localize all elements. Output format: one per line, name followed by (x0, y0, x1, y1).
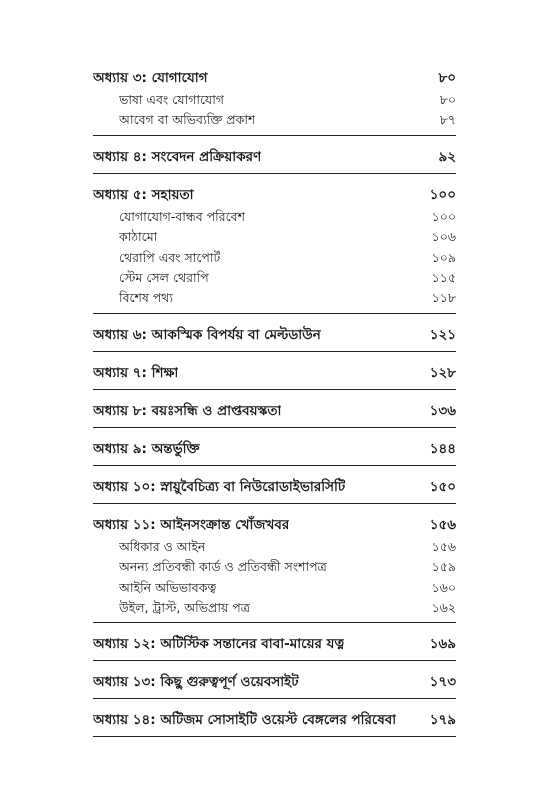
chapter-page-number: ১৭৩ (429, 674, 456, 691)
toc-chapter-entry[interactable] (93, 66, 456, 90)
toc-chapter-block (93, 399, 456, 428)
toc-chapter-block (93, 323, 456, 352)
section-page-number: ১০৬ (431, 229, 456, 245)
section-title: অনন্য প্রতিবন্ধী কার্ড ও প্রতিবন্ধী সংশাপত্র (119, 559, 327, 575)
section-page-number: ৮০ (439, 92, 456, 107)
toc-chapter-block (93, 361, 456, 390)
chapter-page-number: ১৬৯ (429, 636, 456, 653)
toc-chapter-block (93, 513, 456, 624)
chapter-title: অধ্যায় ১১: আইনসংক্রান্ত খোঁজখবর (93, 516, 290, 533)
chapter-title: অধ্যায় ১৪: অটিজম সোসাইটি ওয়েস্ট বেঙ্গলের পরিষেবা (93, 712, 397, 729)
toc-chapter-entry[interactable] (93, 361, 456, 385)
toc-chapter-block (93, 708, 456, 737)
toc-section-entry[interactable] (93, 268, 456, 288)
chapter-title: অধ্যায় ৭: শিক্ষা (93, 364, 179, 381)
section-title: কাঠামো (119, 229, 158, 245)
section-title: ভাষা এবং যোগাযোগ (119, 92, 225, 107)
chapter-page-number: ১৩৬ (429, 402, 456, 419)
chapter-title: অধ্যায় ১৩: কিছু গুরুত্বপূর্ণ ওয়েবসাইট (93, 674, 299, 691)
section-page-number: ১০০ (431, 208, 456, 224)
toc-section-entry[interactable] (93, 227, 456, 247)
toc-section-entry[interactable] (93, 288, 456, 308)
toc-chapter-block (93, 437, 456, 466)
toc-chapter-block (93, 183, 456, 314)
chapter-page-number: ১০০ (429, 186, 456, 203)
chapter-page-number: ১৭৯ (429, 712, 456, 729)
section-page-number: ১৫৬ (431, 538, 456, 554)
toc-chapter-entry[interactable] (93, 437, 456, 461)
table-of-contents (93, 66, 456, 746)
section-title: থেরাপি এবং সাপোর্ট (119, 249, 221, 265)
section-title: যোগাযোগ-বান্ধব পরিবেশ (119, 208, 245, 224)
section-title: অধিকার ও আইন (119, 538, 206, 554)
toc-chapter-entry[interactable] (93, 670, 456, 694)
chapter-title: অধ্যায় ১০: স্নায়ুবৈচিত্র্য বা নিউরোডাইভারসিটি (93, 478, 346, 495)
toc-chapter-block (93, 145, 456, 174)
section-page-number: ৮৭ (439, 112, 456, 128)
toc-section-entry[interactable] (93, 90, 456, 110)
chapter-title: অধ্যায় ১২: অটিস্টিক সন্তানের বাবা-মায়ের যত্ন (93, 636, 345, 653)
toc-section-entry[interactable] (93, 598, 456, 618)
chapter-title: অধ্যায় ৪: সংবেদন প্রক্রিয়াকরণ (93, 148, 262, 165)
toc-chapter-entry[interactable] (93, 323, 456, 347)
toc-chapter-block (93, 670, 456, 699)
toc-chapter-entry[interactable] (93, 475, 456, 499)
toc-section-entry[interactable] (93, 578, 456, 598)
toc-chapter-entry[interactable] (93, 708, 456, 732)
toc-chapter-block (93, 475, 456, 504)
toc-section-entry[interactable] (93, 557, 456, 577)
toc-section-entry[interactable] (93, 110, 456, 130)
toc-chapter-entry[interactable] (93, 399, 456, 423)
section-page-number: ১০৯ (431, 249, 456, 265)
chapter-title: অধ্যায় ৮: বয়ঃসন্ধি ও প্রাপ্তবয়স্কতা (93, 402, 282, 419)
section-page-number: ১১৮ (431, 290, 456, 306)
section-title: আবেগ বা অভিব্যক্তি প্রকাশ (119, 112, 256, 128)
section-page-number: ১৬০ (431, 579, 456, 595)
chapter-page-number: ৮০ (438, 70, 456, 86)
toc-section-entry[interactable] (93, 248, 456, 268)
chapter-page-number: ১৫৬ (429, 516, 456, 533)
toc-chapter-entry[interactable] (93, 145, 456, 169)
chapter-page-number: ১২৮ (429, 364, 456, 381)
toc-chapter-entry[interactable] (93, 183, 456, 207)
chapter-title: অধ্যায় ৯: অন্তর্ভুক্তি (93, 440, 200, 457)
chapter-title: অধ্যায় ৬: আকস্মিক বিপর্যয় বা মেল্টডাউন (93, 326, 321, 343)
chapter-page-number: ১২১ (429, 326, 456, 343)
chapter-title: অধ্যায় ৩: যোগাযোগ (93, 70, 208, 86)
chapter-page-number: ১৪৪ (429, 440, 456, 457)
section-title: উইল, ট্রাস্ট, অভিপ্রায় পত্র (119, 600, 250, 616)
section-page-number: ১১৫ (431, 270, 456, 286)
toc-chapter-block (93, 66, 456, 136)
section-page-number: ১৫৯ (431, 559, 456, 575)
section-title: স্টেম সেল থেরাপি (119, 270, 209, 286)
toc-chapter-entry[interactable] (93, 513, 456, 537)
section-page-number: ১৬২ (431, 600, 456, 616)
chapter-page-number: ৯২ (438, 148, 456, 165)
toc-chapter-block (93, 632, 456, 661)
toc-section-entry[interactable] (93, 207, 456, 227)
section-title: বিশেষ পথ্য (119, 290, 174, 306)
toc-chapter-entry[interactable] (93, 632, 456, 656)
toc-section-entry[interactable] (93, 537, 456, 557)
chapter-title: অধ্যায় ৫: সহায়তা (93, 186, 194, 203)
section-title: আইনি অভিভাবকত্ব (119, 579, 217, 595)
chapter-page-number: ১৫০ (429, 478, 456, 495)
